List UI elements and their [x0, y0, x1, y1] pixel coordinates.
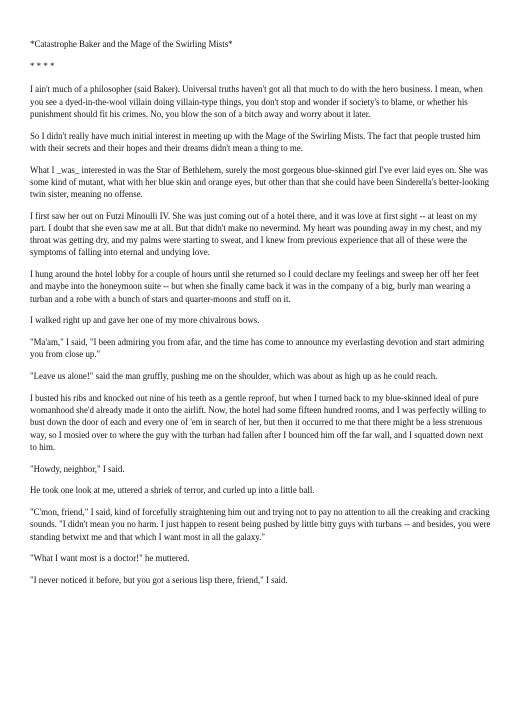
paragraph: "C'mon, friend," I said, kind of forcefully straightening him out and trying not to pay no attention to all the creaking and cracking sounds. "I didn't mean you no harm. I just happen to resent being pushed by little bitty guys with turbans -- and besides, you were standing betwixt me and that which I want most in all the galaxy." — [30, 507, 491, 542]
paragraph: I first saw her out on Futzi Minoulli IV. She was just coming out of a hotel there, and it was love at first sight -- at least on my part. I doubt that she even saw me at all. But that didn't make no nevermind. My heart was pounding away in my chest, and my throat was getting dry, and my palms were starting to sweat, and I knew from previous experience that all of these were the symptoms of falling into eternal and undying love. — [30, 210, 482, 258]
paragraph: So I didn't really have much initial interest in meeting up with the Mage of the Swirling Mists. The fact that people trusted him with their secrets and their hopes and their dreams didn't mean a thing to me. — [30, 130, 481, 153]
paragraph: What I _was_ interested in was the Star of Bethlehem, surely the most gorgeous blue-skinned girl I've ever laid eyes on. She was some kind of mutant, what with her blue skin and orange eyes, but other than that she could have been Sinderella's better-looking twin sister, meaning no offense. — [30, 164, 490, 200]
story-title: *Catastrophe Baker and the Mage of the Swirling Mists* — [30, 39, 233, 49]
paragraph: He took one look at me, uttered a shriek of terror, and curled up into a little ball. — [30, 485, 315, 496]
paragraph: "Leave us alone!" said the man gruffly, pushing me on the shoulder, which was about as high up as he could reach. — [30, 371, 438, 382]
paragraph: I busted his ribs and knocked out nine of his teeth as a gentle reproof, but when I turned back to my blue-skinned ideal of pure womanhood she'd already made it onto the airlift. Now, the hotel had some fifteen hundred rooms, and I was perfectly willing to bust down the door of each and every one of 'em in search of her, but then it occurred to me that there might be a less strenuous way, so I mosied over to where the guy with the turban had fallen after I bounced him off the far wall, and I squatted down next to him. — [30, 393, 486, 452]
paragraph: I hung around the hotel lobby for a couple of hours until she returned so I could declare my feelings and sweep her off her feet and maybe into the honeymoon suite -- but when she finally came back it was in the company of a big, burly man wearing a turban and a robe with a bunch of stars and quarter-moons and stuff on it. — [30, 269, 480, 304]
paragraph: I walked right up and gave her one of my more chivalrous bows. — [30, 315, 260, 326]
section-separator: * * * * — [30, 61, 55, 72]
paragraph: I ain't much of a philosopher (said Baker). Universal truths haven't got all that much to do with the hero business. I mean, when you see a dyed-in-the-wool villain doing villain-type things, you don't stop and wonder if society's to blame, or whether his punishment should fit his crimes. No, you blow the son of a bitch away and worry about it later. — [30, 84, 483, 119]
paragraph: "Ma'am," I said, "I been admiring you from afar, and the time has come to announce my everlasting devotion and start admiring you from close up." — [30, 337, 485, 360]
paragraph: "Howdy, neighbor," I said. — [30, 463, 125, 474]
paragraph: "What I want most is a doctor!" he muttered. — [30, 553, 190, 564]
paragraph: "I never noticed it before, but you got a serious lisp there, friend," I said. — [30, 575, 288, 586]
